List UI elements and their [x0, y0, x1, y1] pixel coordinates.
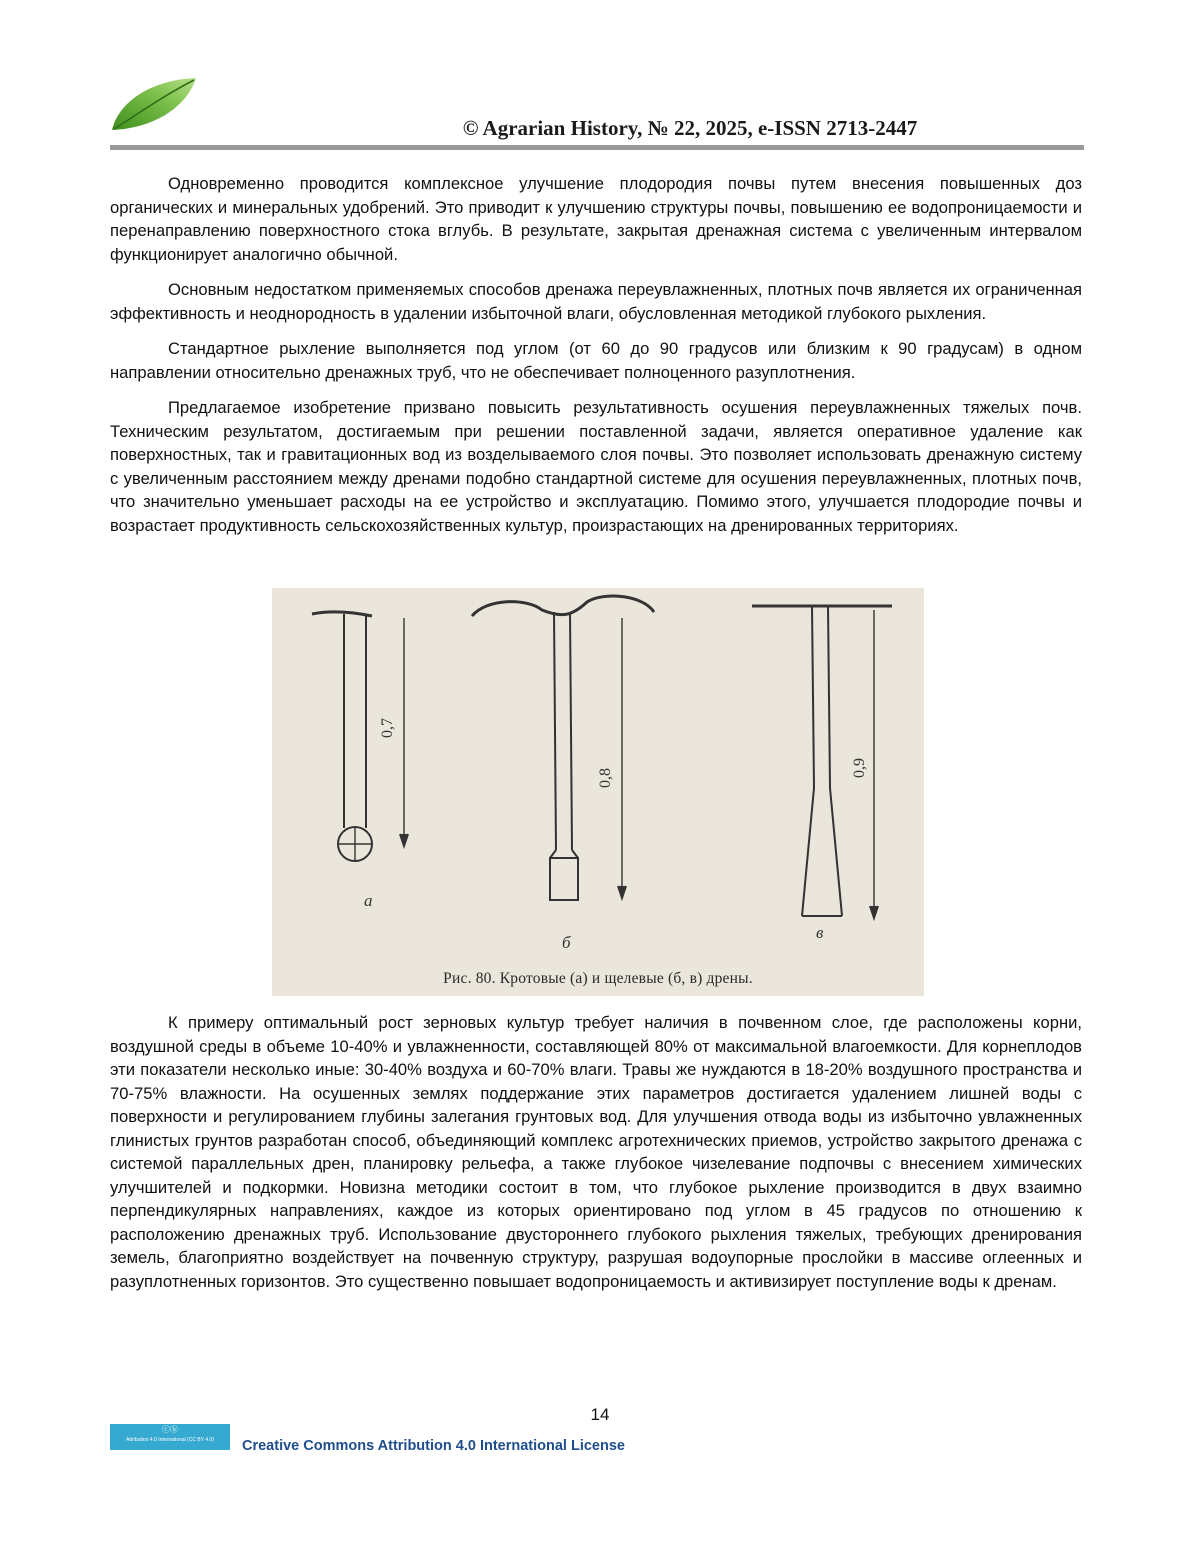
figure-caption: Рис. 80. Кротовые (а) и щелевые (б, в) дрены.: [443, 970, 753, 987]
drain-diagram: [272, 588, 924, 996]
drain-figure: [272, 588, 924, 996]
paragraph: К примеру оптимальный рост зерновых культур требует наличия в почвенном слое, где расположены корни, воздушной среды в объеме 10-40% и увлажненности, составляющей 80% от максимальной влагоемкости. Для корнеплодов эти показатели несколько иные: 30-40% воздуха и 60-70% влаги. Травы же нуждаются в 18-20% воздушного пространства и 70-75% влажности. На осушенных землях поддержание этих параметров достигается удалением лишней воды с поверхности и регулированием глубины залегания грунтовых вод. Для улучшения отвода воды из избыточно увлажненных глинистых грунтов разработан способ, объединяющий комплекс агротехнических приемов, устройство закрытого дренажа с системой параллельных дрен, планировку рельефа, а также глубокое чизелевание подпочвы с внесением химических улучшителей и подкормки. Новизна методики состоит в том, что глубокое рыхление производится в двух взаимно перпендикулярных направлениях, каждое из которых ориентировано под углом в 45 градусов по отношению к расположению дренажных труб. Использование двустороннего глубокого рыхления тяжелых, требующих дренирования земель, благоприятно воздействует на почвенную структуру, разрушая водоупорные прослойки в массиве оглеенных и разуплотненных горизонтов. Это существенно повышает водопроницаемость и активизирует поступление воды к дренам.: [110, 1013, 1082, 1291]
body-text-bottom: [110, 1011, 1082, 1305]
cc-badge-text: Attribution 4.0 International (CC BY 4.0): [125, 1437, 214, 1443]
page-number: 14: [590, 1405, 610, 1424]
depth-label-a: 0,7: [379, 718, 396, 738]
cc-by-icon: ⓒⓑ: [162, 1425, 178, 1434]
leaf-logo-icon: [108, 74, 200, 134]
journal-header: © Agrarian History, № 22, 2025, e-ISSN 2713-2447: [462, 116, 918, 140]
paragraph: Предлагаемое изобретение призвано повысить результативность осушения переувлажненных тяжелых почв. Техническим результатом, достигаемым при решении поставленной задачи, является оперативное удаление как поверхностных, так и гравитационных вод из возделываемого слоя почвы. Это позволяет использовать дренажную систему с увеличенным расстоянием между дренами подобно стандартной системе для осушения переувлажненных, плотных почв, что значительно уменьшает расходы на ее устройство и эксплуатацию. Помимо этого, улучшается плодородие почвы и возрастает продуктивность сельскохозяйственных культур, произрастающих на дренированных территориях.: [110, 398, 1082, 535]
paragraph: Одновременно проводится комплексное улучшение плодородия почвы путем внесения повышенных доз органических и минеральных удобрений. Это приводит к улучшению структуры почвы, повышению ее водопроницаемости и перенаправлению поверхностного стока вглубь. В результате, закрытая дренажная система с увеличенным интервалом функционирует аналогично обычной.: [110, 174, 1082, 264]
label-c: в: [816, 923, 824, 942]
label-a: а: [364, 891, 373, 910]
license-link[interactable]: Creative Commons Attribution 4.0 International License: [242, 1438, 625, 1454]
label-b: б: [562, 933, 571, 952]
body-text-top: [110, 172, 1082, 549]
paragraph: Основным недостатком применяемых способов дренажа переувлажненных, плотных почв является их ограниченная эффективность и неоднородность в удалении избыточной влаги, обусловленная методикой глубокого рыхления.: [110, 280, 1082, 323]
depth-label-b: 0,8: [597, 768, 614, 788]
header-divider: [110, 145, 1084, 150]
cc-license-badge[interactable]: [110, 1424, 230, 1450]
slot-drain-b: [472, 596, 654, 900]
paragraph: Стандартное рыхление выполняется под углом (от 60 до 90 градусов или близким к 90 градусам) в одном направлении относительно дренажных труб, что не обеспечивает полноценного разуплотнения.: [110, 339, 1082, 382]
slot-drain-c: [752, 606, 892, 918]
depth-label-c: 0,9: [851, 758, 868, 778]
